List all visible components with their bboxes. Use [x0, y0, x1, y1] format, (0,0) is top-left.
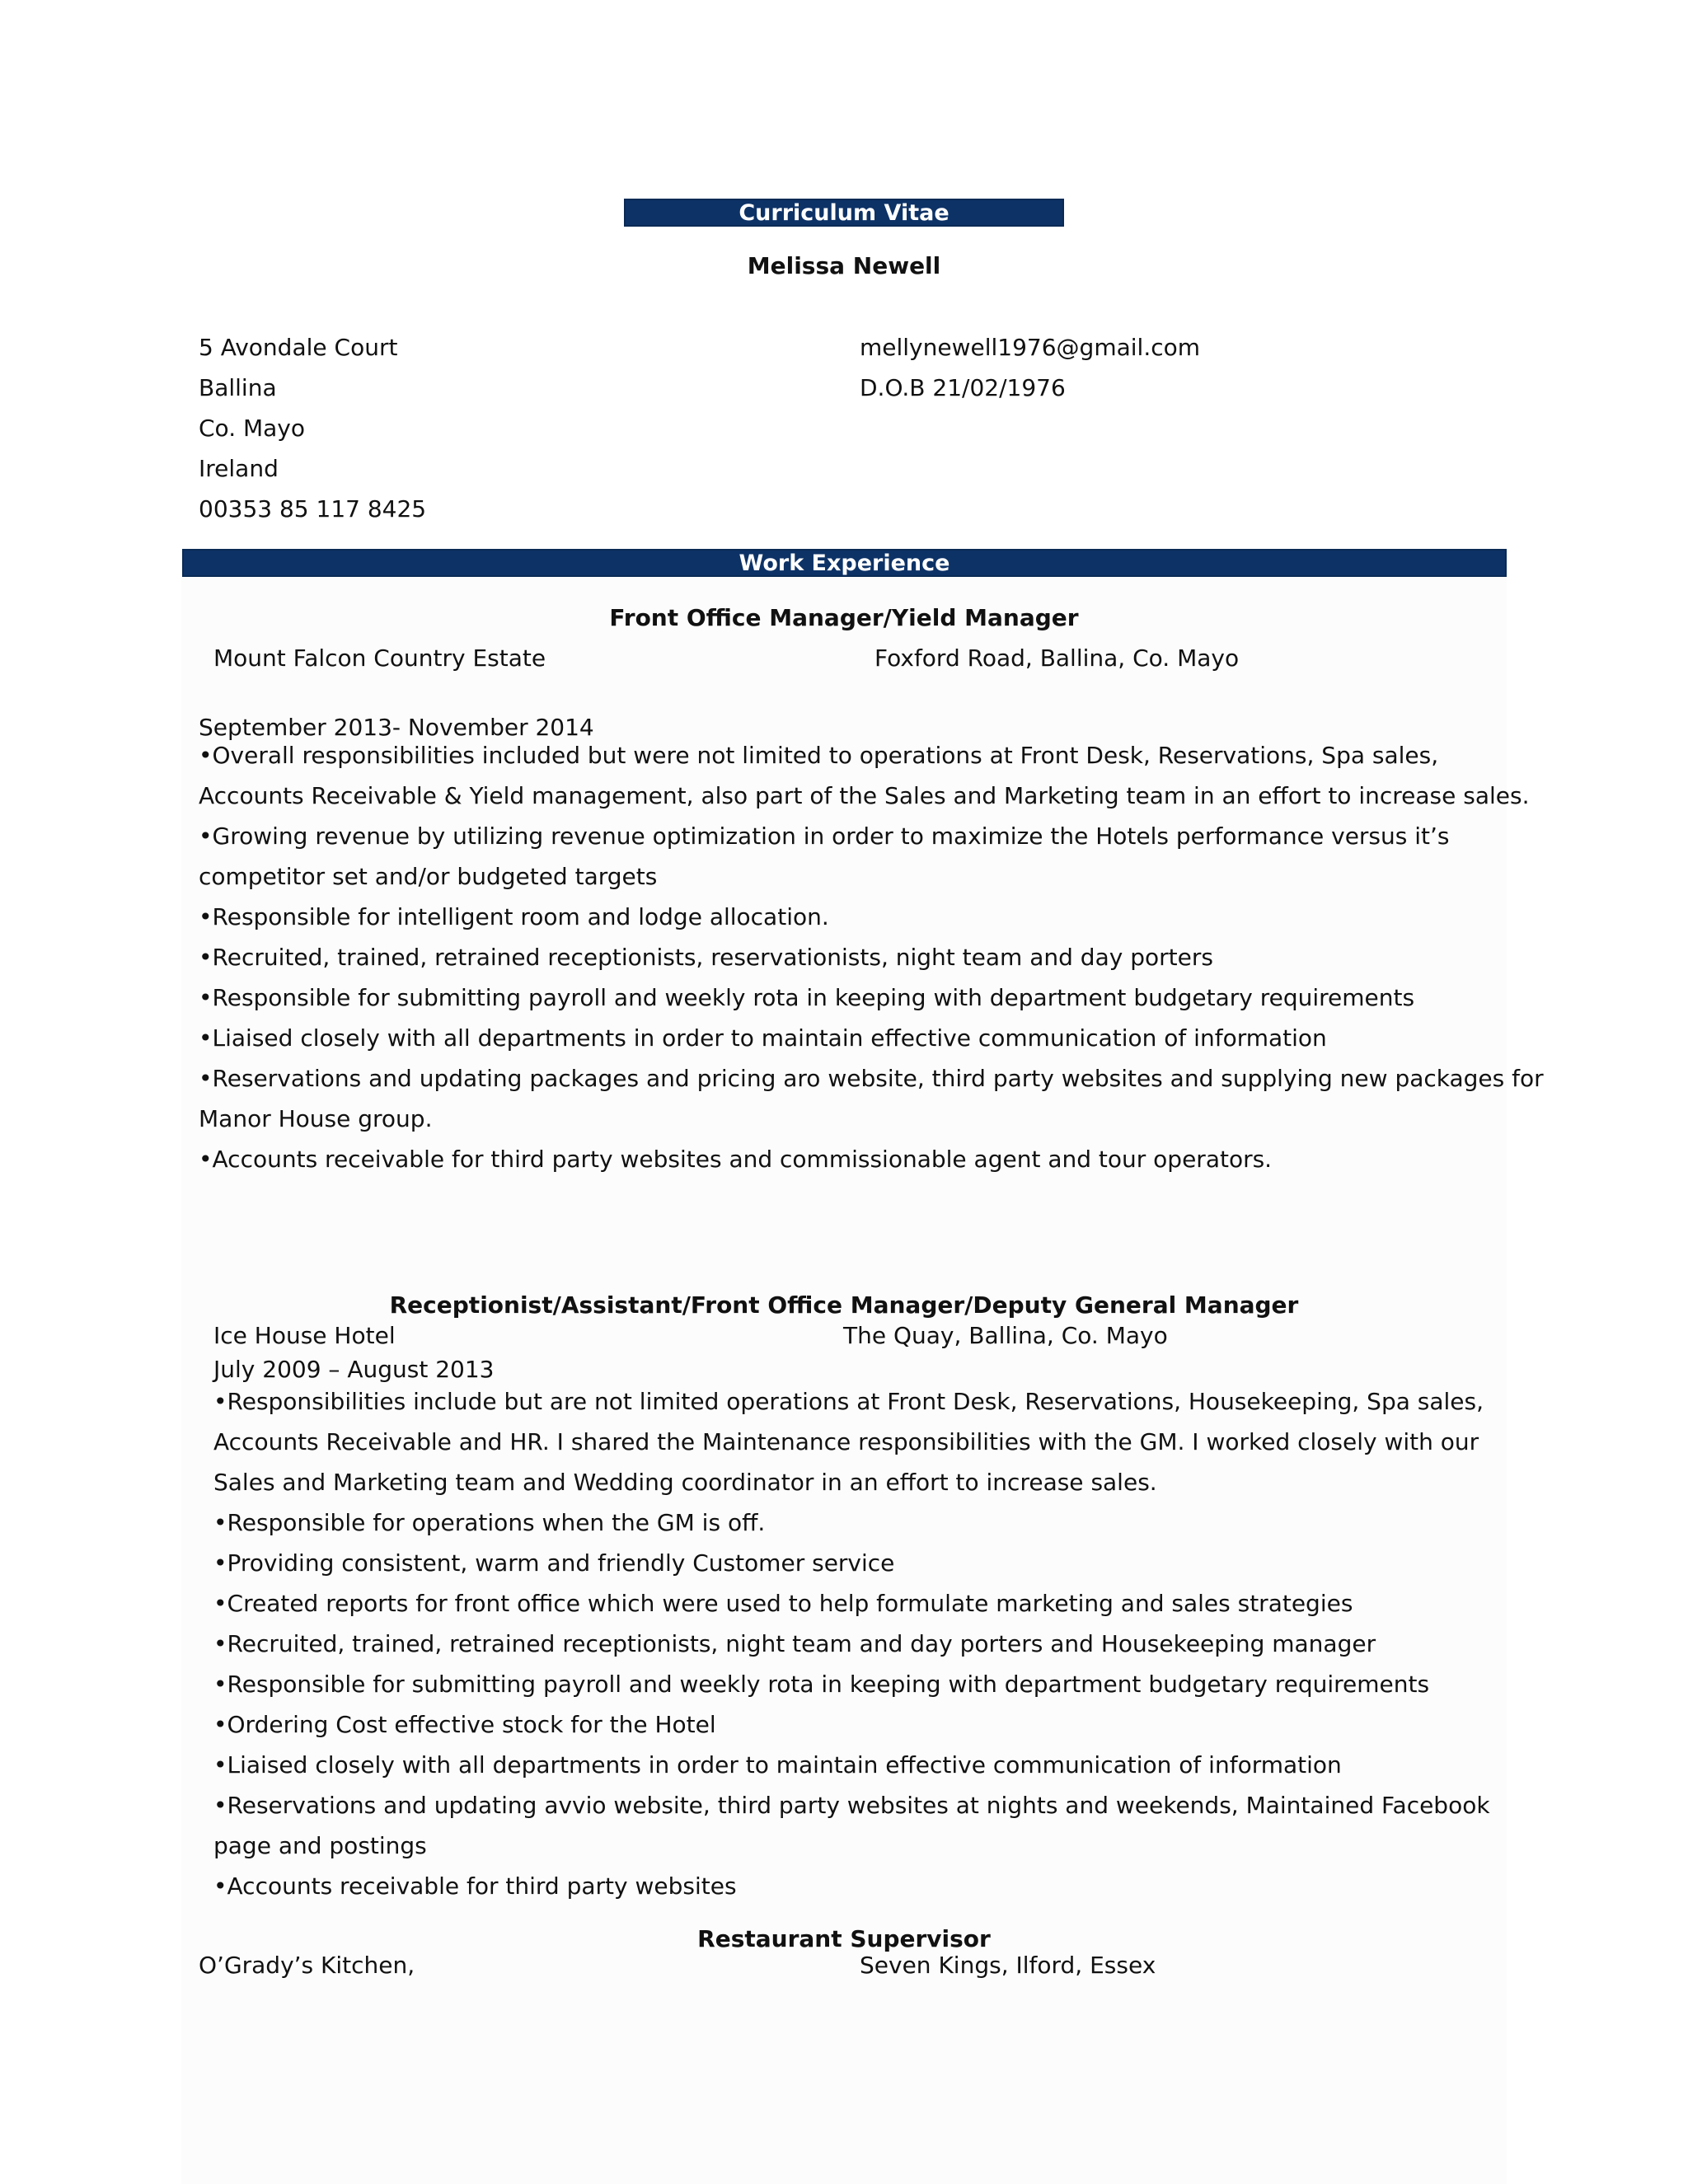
- duty-line: •Recruited, trained, retrained receptionists, reservationists, night team and day porters: [199, 944, 1213, 971]
- duty-line: •Responsible for operations when the GM is off.: [213, 1509, 766, 1536]
- cv-title-bar: [624, 199, 1064, 227]
- duty-line: •Recruited, trained, retrained receptionists, night team and day porters and Housekeeping manager: [213, 1630, 1376, 1657]
- job-employer: O’Grady’s Kitchen,: [199, 1952, 415, 1979]
- job-employer: Ice House Hotel: [213, 1322, 396, 1349]
- job-duties: [213, 1381, 1490, 1906]
- duty-line: •Liaised closely with all departments in order to maintain effective communication of information: [213, 1751, 1342, 1779]
- duty-line: •Providing consistent, warm and friendly Customer service: [213, 1549, 895, 1577]
- work-experience-heading: Work Experience: [738, 550, 950, 576]
- duty-line: Sales and Marketing team and Wedding coordinator in an effort to increase sales.: [213, 1469, 1157, 1496]
- job-location: Seven Kings, Ilford, Essex: [860, 1952, 1156, 1979]
- duty-line: •Reservations and updating packages and pricing aro website, third party websites and supplying new packages for: [199, 1065, 1544, 1092]
- job-dates: September 2013- November 2014: [199, 714, 594, 741]
- duty-line: Accounts Receivable and HR. I shared the Maintenance responsibilities with the GM. I worked closely with our: [213, 1428, 1479, 1455]
- job-title: Front Office Manager/Yield Manager: [609, 604, 1079, 631]
- address-line: Ballina: [199, 374, 277, 401]
- duty-line: •Overall responsibilities included but were not limited to operations at Front Desk, Reservations, Spa sales,: [199, 742, 1439, 769]
- email-address: mellynewell1976@gmail.com: [860, 334, 1201, 361]
- candidate-name: Melissa Newell: [747, 252, 941, 279]
- job-title: Restaurant Supervisor: [697, 1925, 991, 1952]
- duty-line: •Responsibilities include but are not limited operations at Front Desk, Reservations, Housekeeping, Spa sales,: [213, 1388, 1484, 1415]
- date-of-birth: D.O.B 21/02/1976: [860, 374, 1066, 401]
- job-duties: [199, 735, 1544, 1179]
- job-location: The Quay, Ballina, Co. Mayo: [843, 1322, 1168, 1349]
- address-line: Ireland: [199, 455, 279, 482]
- job-location: Foxford Road, Ballina, Co. Mayo: [874, 644, 1240, 672]
- address-line: Co. Mayo: [199, 415, 306, 442]
- duty-line: page and postings: [213, 1832, 427, 1859]
- duty-line: •Accounts receivable for third party websites and commissionable agent and tour operators.: [199, 1146, 1273, 1173]
- duty-line: •Created reports for front office which were used to help formulate marketing and sales strategies: [213, 1590, 1353, 1617]
- duty-line: Manor House group.: [199, 1105, 433, 1132]
- duty-line: •Liaised closely with all departments in order to maintain effective communication of information: [199, 1024, 1327, 1052]
- address-line: 5 Avondale Court: [199, 334, 398, 361]
- address-block: [199, 327, 426, 529]
- duty-line: •Responsible for intelligent room and lodge allocation.: [199, 903, 829, 930]
- duty-line: •Reservations and updating avvio website, third party websites at nights and weekends, Maintained Facebook: [213, 1792, 1490, 1819]
- phone-number: 00353 85 117 8425: [199, 495, 427, 523]
- duty-line: •Accounts receivable for third party websites: [213, 1872, 737, 1900]
- duty-line: •Responsible for submitting payroll and weekly rota in keeping with department budgetary requirements: [213, 1671, 1430, 1698]
- duty-line: competitor set and/or budgeted targets: [199, 863, 658, 890]
- contact-block: [860, 327, 1200, 408]
- cv-title: Curriculum Vitae: [738, 199, 950, 226]
- duty-line: Accounts Receivable & Yield management, also part of the Sales and Marketing team in an effort to increase sales.: [199, 782, 1530, 809]
- duty-line: •Ordering Cost effective stock for the Hotel: [213, 1711, 716, 1738]
- job-employer: Mount Falcon Country Estate: [213, 644, 546, 672]
- job-dates: July 2009 – August 2013: [213, 1356, 495, 1383]
- duty-line: •Growing revenue by utilizing revenue optimization in order to maximize the Hotels performance versus it’s: [199, 823, 1450, 850]
- work-experience-bar: [182, 549, 1507, 577]
- duty-line: •Responsible for submitting payroll and weekly rota in keeping with department budgetary requirements: [199, 984, 1415, 1011]
- job-title: Receptionist/Assistant/Front Office Manager/Deputy General Manager: [389, 1291, 1299, 1319]
